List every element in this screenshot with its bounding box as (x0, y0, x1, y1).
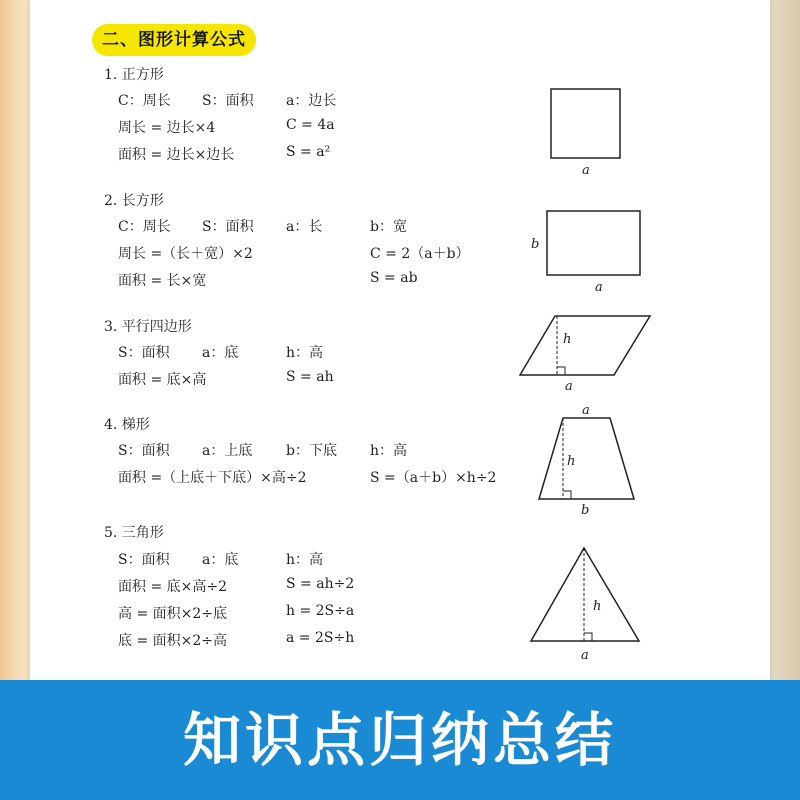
square-def-a: a：边长 (286, 93, 337, 109)
parallelogram-label-a: a (565, 379, 573, 394)
parallelogram-title: 3. 平行四边形 (104, 319, 192, 335)
triangle-def-h: h：高 (286, 552, 324, 568)
rectangle-def-b: b：宽 (370, 219, 407, 235)
triangle-def-a: a：底 (202, 552, 239, 568)
trapezoid-area-formula: S =（a＋b）×h÷2 (370, 470, 497, 486)
rectangle-figure (531, 211, 640, 295)
parallelogram-label-h: h (563, 332, 572, 347)
triangle-base-formula: a = 2S÷h (286, 630, 355, 646)
triangle-height-words: 高 = 面积×2÷底 (118, 606, 227, 622)
triangle-area-words: 面积 = 底×高÷2 (118, 579, 227, 595)
triangle-area-formula: S = ah÷2 (286, 576, 355, 592)
square-label-a: a (582, 163, 590, 178)
trapezoid-label-h: h (567, 454, 576, 469)
trapezoid-label-b: b (581, 503, 590, 518)
parallelogram-area-words: 面积 = 底×高 (118, 372, 207, 388)
rectangle-def-c: C：周长 (118, 219, 171, 235)
square-title: 1. 正方形 (104, 67, 164, 83)
banner-title: 知识点归纳总结 (182, 706, 617, 774)
square-def-c: C：周长 (118, 93, 171, 109)
rectangle-label-b: b (531, 237, 540, 252)
square-area-formula: S = a² (286, 144, 331, 160)
rectangle-area-words: 面积 = 长×宽 (118, 273, 207, 289)
rectangle-perimeter-words: 周长 =（长＋宽）×2 (118, 246, 253, 262)
parallelogram-def-h: h：高 (286, 345, 324, 361)
trapezoid-def-s: S：面积 (118, 443, 170, 459)
trapezoid-figure (539, 403, 634, 518)
rectangle-perimeter-formula: C = 2（a＋b） (370, 246, 470, 262)
square-area-words: 面积 = 边长×边长 (118, 147, 235, 163)
trapezoid-label-a: a (582, 403, 590, 418)
parallelogram-def-a: a：底 (202, 345, 239, 361)
triangle-label-h: h (593, 599, 602, 614)
triangle-title: 5. 三角形 (104, 525, 164, 541)
parallelogram-area-formula: S = ah (286, 369, 334, 385)
parallelogram-figure (520, 316, 650, 394)
triangle-figure (531, 548, 639, 663)
section-heading-tag: 二、图形计算公式 (92, 24, 256, 56)
square-def-s: S：面积 (202, 93, 254, 109)
parallelogram-def-s: S：面积 (118, 345, 170, 361)
trapezoid-title: 4. 梯形 (104, 417, 150, 433)
square-figure (551, 89, 620, 178)
trapezoid-area-words: 面积 =（上底＋下底）×高÷2 (118, 470, 307, 486)
rectangle-label-a: a (595, 280, 603, 295)
rectangle-def-s: S：面积 (202, 219, 254, 235)
square-perimeter-words: 周长 = 边长×4 (118, 120, 216, 136)
triangle-def-s: S：面积 (118, 552, 170, 568)
trapezoid-def-a: a：上底 (202, 443, 253, 459)
triangle-base-words: 底 = 面积×2÷高 (118, 633, 227, 649)
trapezoid-def-b: b：下底 (286, 443, 337, 459)
square-perimeter-formula: C = 4a (286, 117, 335, 133)
trapezoid-def-h: h：高 (370, 443, 408, 459)
triangle-height-formula: h = 2S÷a (286, 603, 355, 619)
triangle-label-a: a (581, 648, 589, 663)
rectangle-title: 2. 长方形 (104, 193, 164, 209)
rectangle-area-formula: S = ab (370, 270, 418, 286)
rectangle-def-a: a：长 (286, 219, 323, 235)
